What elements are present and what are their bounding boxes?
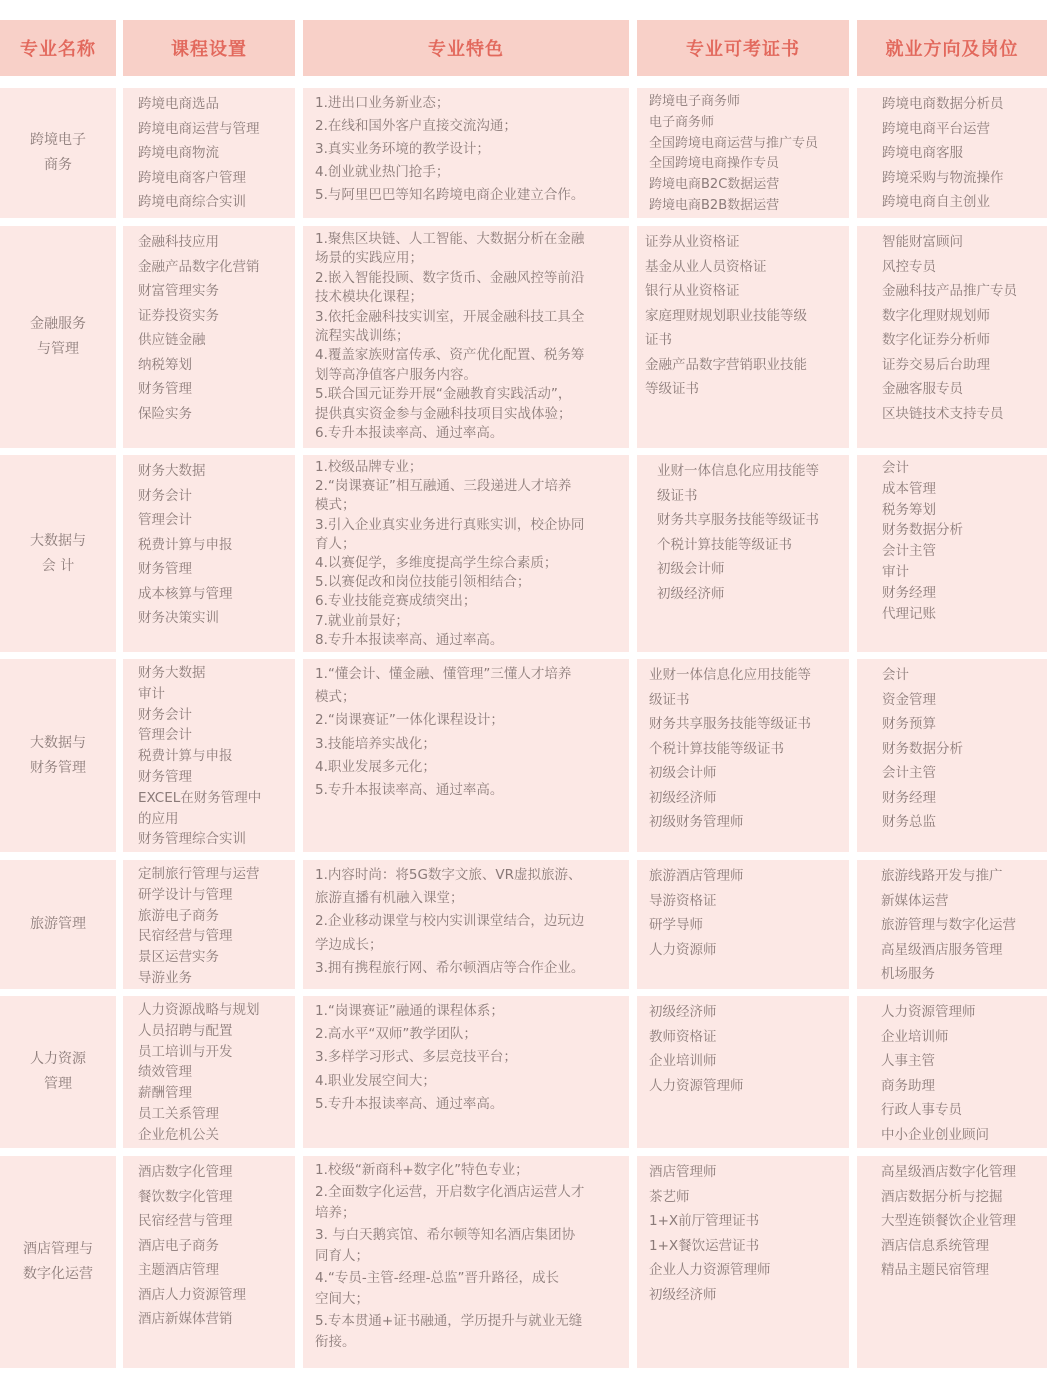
job-list [857,860,1047,989]
feature-line: 衔接。 [315,1334,356,1350]
job-item: 会计 [882,667,909,683]
major-name-text: 大数据与 财务管理 [30,734,86,776]
course-item: 跨境电商物流 [138,145,219,161]
course-item: 民宿经营与管理 [138,1213,233,1229]
feature-line: 5.与阿里巴巴等知名跨境电商企业建立合作。 [315,187,585,203]
feature-line: 2.“岗课赛证”相互融通、三段递进人才培养 [315,478,572,495]
course-item: 旅游电子商务 [138,907,219,924]
feature-line: 学边成长； [315,936,383,953]
feature-line: 1.聚焦区块链、人工智能、大数据分析在金融 [315,231,585,247]
job-item: 商务助理 [881,1077,935,1094]
job-item: 数字化理财规划师 [882,307,990,324]
cert-item: 等级证书 [645,381,699,397]
major-name-text: 人力资源 管理 [30,1051,86,1092]
job-item: 跨境电商平台运营 [882,120,990,137]
job-item: 高星级酒店数字化管理 [881,1164,1016,1180]
cert-item: 跨境电子商务师 [649,94,741,109]
job-item: 财务总监 [882,814,936,830]
feature-line: 3.引入企业真实业务进行真账实训，校企协同 [315,516,585,533]
feature-line: 5.专升本报读率高、通过率高。 [315,782,504,799]
cert-item: 银行从业资格证 [645,283,740,299]
job-list [857,659,1047,852]
cert-list [637,226,849,448]
cert-item: 酒店管理师 [649,1164,717,1180]
cert-item: 1+X前厅管理证书 [649,1213,760,1229]
feature-line: 1.校级“新商科+数字化”特色专业； [315,1162,529,1178]
course-item: 餐饮数字化管理 [138,1188,233,1205]
feature-line: 4.以赛促学，多维度提高学生综合素质； [315,555,558,572]
cert-item: 证书 [645,332,672,348]
feature-line: 划等高净值客户服务内容。 [315,366,477,383]
course-item: 保险实务 [138,405,192,422]
job-item: 成本管理 [882,480,936,497]
cert-list [637,88,849,218]
feature-line: 8.专升本报读率高、通过率高。 [315,631,504,648]
major-name [0,860,116,989]
job-item: 旅游线路开发与推广 [881,868,1003,884]
job-item: 机场服务 [881,966,935,982]
job-item: 财务数据分析 [882,740,963,757]
course-item: 民宿经营与管理 [138,928,233,945]
major-name-text: 大数据与 会 计 [30,532,86,574]
feature-line: 4.“专员-主管-经理-总监”晋升路径，成长 [315,1269,559,1286]
job-item: 审计 [882,563,909,580]
course-item: 酒店人力资源管理 [138,1286,246,1303]
feature-line: 2.“岗课赛证”一体化课程设计； [315,712,504,729]
job-item: 大型连锁餐饮企业管理 [881,1213,1016,1229]
job-item: 精品主题民宿管理 [881,1262,989,1278]
job-item: 会计主管 [882,765,936,781]
course-item: 主题酒店管理 [138,1262,219,1278]
major-name-text: 酒店管理与 数字化运营 [23,1241,93,1282]
cert-item: 茶艺师 [649,1188,690,1205]
job-item: 新媒体运营 [881,892,949,909]
course-item: 纳税筹划 [138,356,192,373]
feature-line: 4.创业就业热门抢手； [315,164,450,180]
cert-item: 财务共享服务技能等级证书 [649,716,811,732]
feature-line: 同育人； [315,1248,369,1264]
cert-item: 初级经济师 [649,1286,717,1303]
job-item: 跨境电商数据分析员 [882,96,1004,112]
course-item: 税费计算与申报 [138,536,233,553]
major-name [0,88,116,218]
cert-item: 导游资格证 [649,892,717,909]
feature-line: 1.校级品牌专业； [315,459,423,475]
header-courses: 课程设置 [123,20,295,76]
cert-item: 基金从业人员资格证 [645,258,767,275]
feature-line: 4.职业发展空间大； [315,1072,436,1089]
major-name-text: 金融服务 与管理 [30,316,86,357]
cert-item: 人力资源师 [649,941,717,958]
cert-item: 金融产品数字营销职业技能 [645,356,807,373]
cert-item: 旅游酒店管理师 [649,868,744,884]
cert-list [637,659,849,852]
cert-list [637,860,849,989]
feature-line: 3.技能培养实战化； [315,735,436,752]
cert-item: 初级会计师 [649,765,717,781]
feature-list [303,659,629,852]
course-list [123,226,295,448]
job-item: 税务筹划 [882,501,936,518]
course-list [123,88,295,218]
course-item: 员工培训与开发 [138,1043,233,1060]
job-list [857,1156,1047,1368]
course-item: EXCEL在财务管理中 [138,789,262,806]
job-item: 代理记账 [882,605,936,622]
feature-line: 2.全面数字化运营，开启数字化酒店运营人才 [315,1183,585,1200]
job-item: 跨境电商客服 [882,145,963,161]
feature-line: 1.“岗课赛证”融通的课程体系； [315,1003,504,1019]
job-item: 会计主管 [882,543,936,560]
cert-item: 企业人力资源管理师 [649,1262,771,1278]
course-item: 管理会计 [138,512,192,528]
course-item: 税费计算与申报 [138,748,233,765]
cert-item: 跨境电商B2B数据运营 [649,197,780,213]
job-item: 资金管理 [882,691,936,708]
feature-line: 4.职业发展多元化； [315,758,436,775]
job-item: 人力资源管理师 [881,1004,976,1020]
course-item: 绩效管理 [138,1064,192,1081]
job-item: 酒店数据分析与挖掘 [881,1188,1003,1205]
major-name [0,226,116,448]
job-item: 财务预算 [882,716,936,732]
course-item: 审计 [138,685,165,702]
job-item: 智能财富顾问 [882,234,963,250]
cert-item: 个税计算技能等级证书 [649,740,784,757]
cert-item: 初级财务管理师 [649,814,744,830]
feature-line: 提供真实资金参与金融科技项目实战体验； [315,405,572,422]
course-item: 员工关系管理 [138,1105,219,1122]
course-item: 研学设计与管理 [138,886,233,903]
course-item: 人力资源战略与规划 [138,1002,260,1018]
cert-item: 企业培训师 [649,1053,717,1069]
feature-line: 4.覆盖家族财富传承、资产优化配置、税务筹 [315,347,585,364]
course-item: 金融产品数字化营销 [138,258,260,275]
job-item: 区块链技术支持专员 [882,405,1004,422]
job-list [857,996,1047,1148]
feature-line: 2.在线和国外客户直接交流沟通； [315,118,517,134]
feature-line: 2.嵌入智能投顾、数字货币、金融风控等前沿 [315,269,585,286]
major-name-text: 跨境电子 商务 [30,132,86,173]
cert-item: 跨境电商B2C数据运营 [649,177,780,193]
cert-list [637,1156,849,1368]
course-list [123,659,295,852]
job-item: 高星级酒店服务管理 [881,941,1003,958]
feature-line: 流程实战训练； [315,328,410,345]
feature-list [303,1156,629,1368]
cert-item: 教师资格证 [649,1028,717,1045]
course-item: 景区运营实务 [138,949,219,966]
course-item: 定制旅行管理与运营 [138,866,260,882]
cert-item: 1+X餐饮运营证书 [649,1237,760,1254]
cert-item: 业财一体信息化应用技能等 [649,667,811,683]
cert-item: 初级经济师 [649,789,717,806]
course-item: 财富管理实务 [138,283,219,299]
feature-line: 场景的实践应用； [315,250,423,267]
major-name [0,1156,116,1368]
job-item: 企业培训师 [881,1028,949,1045]
feature-line: 1.“懂会计、懂金融、懂管理”三懂人才培养 [315,666,572,682]
course-item: 导游业务 [138,969,192,986]
cert-item: 初级经济师 [657,585,725,602]
job-item: 金融科技产品推广专员 [882,283,1017,299]
job-item: 行政人事专员 [881,1102,962,1118]
course-item: 财务管理 [138,561,192,577]
feature-list [303,860,629,989]
course-item: 财务管理综合实训 [138,831,246,848]
course-item: 财务会计 [138,487,192,504]
job-item: 数字化证券分析师 [882,332,990,348]
cert-item: 初级经济师 [649,1004,717,1020]
feature-list [303,226,629,448]
feature-line: 5.专升本报读率高、通过率高。 [315,1095,504,1112]
feature-line: 7.就业前景好； [315,612,409,629]
major-name [0,996,116,1148]
major-name [0,455,116,652]
header-features: 专业特色 [303,20,629,76]
course-item: 财务会计 [138,706,192,723]
job-item: 跨境电商自主创业 [882,194,990,210]
cert-item: 初级会计师 [657,561,725,577]
job-item: 跨境采购与物流操作 [882,169,1004,186]
course-item: 酒店数字化管理 [138,1164,233,1180]
course-item: 跨境电商选品 [138,96,219,112]
feature-line: 3.真实业务环境的教学设计； [315,141,490,157]
course-item: 财务大数据 [138,665,206,681]
course-item: 跨境电商运营与管理 [138,120,260,137]
course-item: 薪酬管理 [138,1085,192,1102]
cert-item: 级证书 [649,691,690,708]
cert-item: 业财一体信息化应用技能等 [657,463,819,479]
feature-line: 2.高水平“双师”教学团队； [315,1026,477,1043]
course-item: 跨境电商客户管理 [138,169,246,186]
feature-line: 技术模块化课程； [315,289,423,306]
job-item: 中小企业创业顾问 [881,1126,989,1143]
job-item: 人事主管 [881,1053,935,1069]
feature-line: 6.专业技能竞赛成绩突出； [315,593,477,610]
feature-line: 6.专升本报读率高、通过率高。 [315,425,504,442]
cert-item: 级证书 [657,487,698,504]
course-item: 管理会计 [138,727,192,744]
feature-line: 5.联合国元证券开展“金融教育实践活动”， [315,386,572,403]
job-item: 证券交易后台助理 [882,356,990,373]
header-major: 专业名称 [0,20,116,76]
feature-line: 育人； [315,535,356,552]
course-item: 财务管理 [138,768,192,785]
course-item: 供应链金融 [138,332,206,348]
course-item: 的应用 [138,810,179,827]
major-name-text: 旅游管理 [30,916,86,932]
cert-item: 财务共享服务技能等级证书 [657,512,819,528]
feature-line: 旅游直播有机融入课堂； [315,890,464,907]
feature-list [303,88,629,218]
course-item: 财务大数据 [138,463,206,479]
course-item: 成本核算与管理 [138,585,233,602]
cert-item: 研学导师 [649,917,703,933]
feature-line: 2.企业移动课堂与校内实训课堂结合，边玩边 [315,913,585,930]
cert-item: 全国跨境电商运营与推广专员 [649,135,819,151]
cert-item: 电子商务师 [649,114,715,130]
feature-line: 1.进出口业务新业态； [315,95,450,111]
feature-line: 模式； [315,689,356,706]
course-list [123,1156,295,1368]
course-item: 酒店电子商务 [138,1237,219,1254]
job-item: 财务数据分析 [882,522,963,539]
cert-item: 人力资源管理师 [649,1077,744,1094]
course-item: 财务决策实训 [138,610,219,626]
job-list [857,455,1047,652]
feature-line: 培养； [315,1205,356,1221]
course-item: 酒店新媒体营销 [138,1311,233,1327]
cert-item: 个税计算技能等级证书 [657,536,792,553]
course-item: 跨境电商综合实训 [138,194,246,210]
feature-line: 3. 与白天鹅宾馆、希尔顿等知名酒店集团协 [315,1226,576,1243]
cert-item: 证券从业资格证 [645,234,740,250]
header-jobs: 就业方向及岗位 [857,20,1047,76]
feature-line: 空间大； [315,1291,369,1307]
course-item: 企业危机公关 [138,1126,219,1143]
header-certs: 专业可考证书 [637,20,849,76]
course-item: 金融科技应用 [138,234,219,250]
cert-item: 家庭理财规划职业技能等级 [645,307,807,324]
course-item: 财务管理 [138,381,192,397]
job-item: 财务经理 [882,789,936,806]
job-item: 会计 [882,460,909,476]
feature-line: 5.专本贯通+证书融通，学历提升与就业无缝 [315,1312,583,1329]
course-item: 人员招聘与配置 [138,1022,233,1039]
job-item: 风控专员 [882,258,936,275]
job-item: 财务经理 [882,584,936,601]
job-item: 酒店信息系统管理 [881,1237,989,1254]
job-item: 旅游管理与数字化运营 [881,917,1016,933]
feature-line: 1.内容时尚：将5G数字文旅、VR虚拟旅游、 [315,867,582,883]
course-list [123,996,295,1148]
job-list [857,226,1047,448]
job-list [857,88,1047,218]
cert-list [637,455,849,652]
cert-item: 全国跨境电商操作专员 [649,156,780,172]
feature-line: 5.以赛促改和岗位技能引领相结合； [315,574,531,591]
feature-line: 模式； [315,497,356,514]
cert-list [637,996,849,1148]
feature-line: 3.拥有携程旅行网、希尔顿酒店等合作企业。 [315,959,585,976]
feature-list [303,996,629,1148]
feature-line: 3.依托金融科技实训室，开展金融科技工具全 [315,308,585,325]
course-list [123,860,295,989]
course-list [123,455,295,652]
feature-list [303,455,629,652]
feature-line: 3.多样学习形式、多层竞技平台； [315,1049,517,1066]
job-item: 金融客服专员 [882,381,963,397]
major-name [0,659,116,852]
course-item: 证券投资实务 [138,307,219,324]
